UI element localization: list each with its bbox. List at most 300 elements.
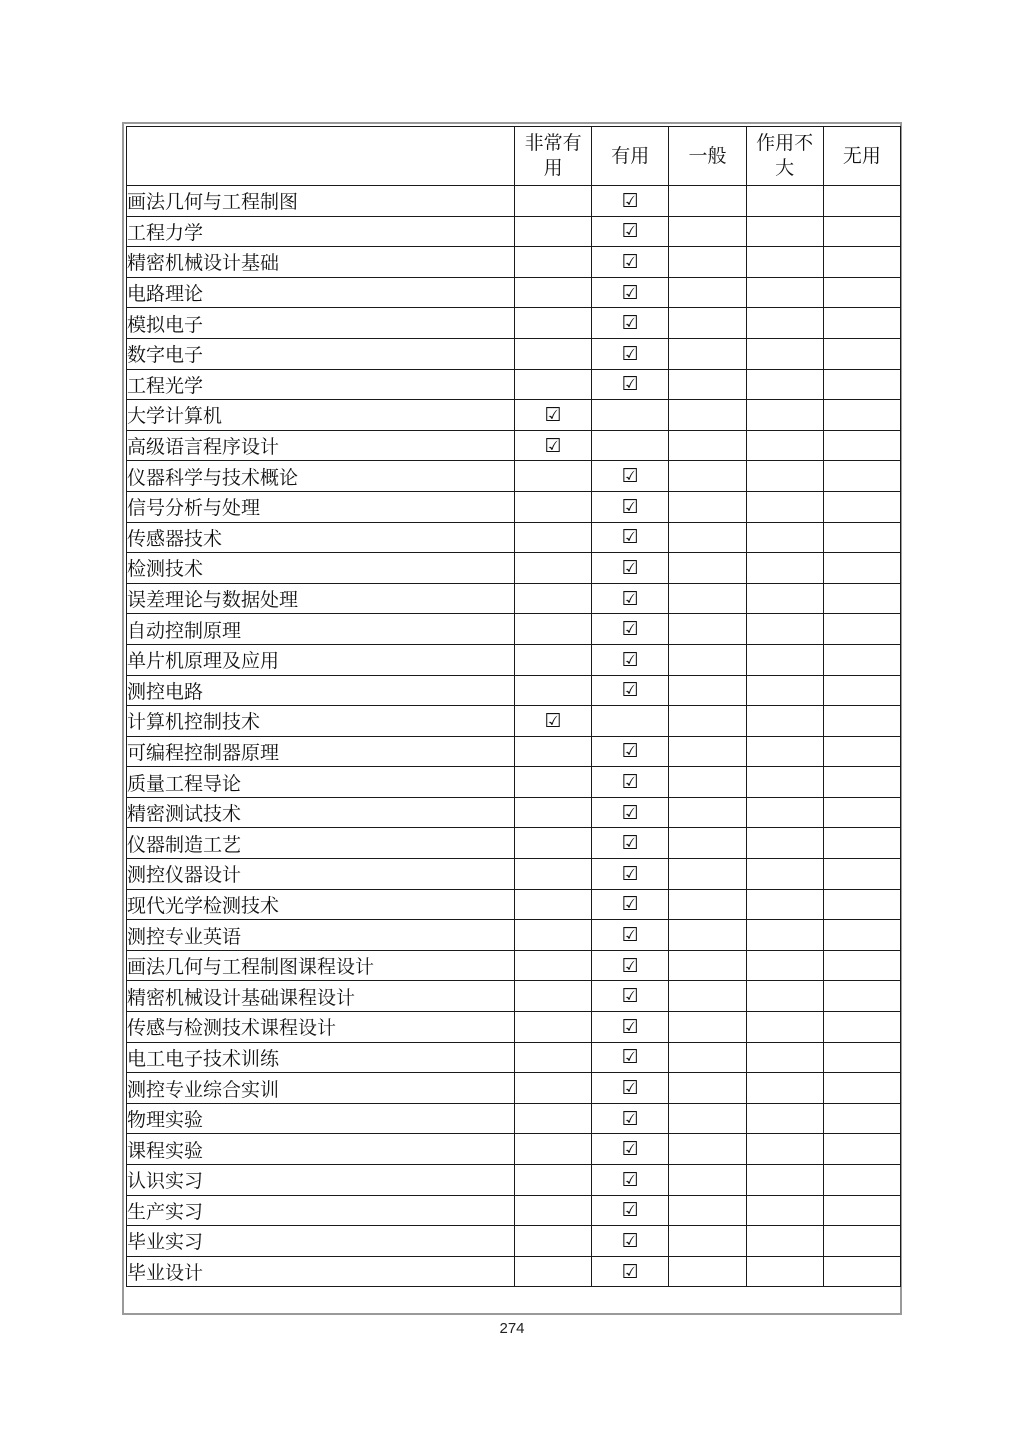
rating-cell — [592, 369, 669, 400]
rating-cell — [746, 1012, 823, 1043]
rating-cell — [669, 981, 746, 1012]
rating-cell — [823, 1165, 900, 1196]
rating-cell — [515, 675, 592, 706]
checked-box-icon: ☑ — [621, 679, 639, 702]
course-name: 误差理论与数据处理 — [127, 583, 515, 614]
course-name: 传感器技术 — [127, 522, 515, 553]
rating-cell — [746, 247, 823, 278]
table-row — [127, 950, 901, 981]
table-header — [127, 127, 901, 186]
rating-cell — [823, 767, 900, 798]
rating-cell — [515, 859, 592, 890]
rating-cell — [823, 981, 900, 1012]
course-name: 精密测试技术 — [127, 797, 515, 828]
checked-box-icon: ☑ — [621, 342, 639, 365]
rating-cell — [592, 1103, 669, 1134]
page-number: 274 — [499, 1320, 525, 1337]
rating-cell — [515, 1073, 592, 1104]
rating-cell — [515, 338, 592, 369]
course-name: 传感与检测技术课程设计 — [127, 1012, 515, 1043]
rating-cell — [592, 277, 669, 308]
rating-cell — [823, 675, 900, 706]
checked-box-icon: ☑ — [621, 1015, 639, 1038]
checked-box-icon: ☑ — [621, 1229, 639, 1252]
rating-cell — [592, 522, 669, 553]
checked-box-icon: ☑ — [621, 1138, 639, 1161]
rating-cell — [823, 369, 900, 400]
rating-cell — [823, 216, 900, 247]
rating-cell — [592, 216, 669, 247]
checked-box-icon: ☑ — [621, 740, 639, 763]
rating-cell — [746, 491, 823, 522]
rating-cell — [669, 1165, 746, 1196]
table-row — [127, 338, 901, 369]
rating-cell — [823, 950, 900, 981]
rating-cell — [823, 491, 900, 522]
rating-cell — [669, 400, 746, 431]
column-header-line: 一般 — [688, 144, 727, 167]
rating-cell — [515, 736, 592, 767]
rating-cell — [823, 430, 900, 461]
rating-cell — [746, 1134, 823, 1165]
table-row — [127, 186, 901, 217]
rating-cell — [592, 950, 669, 981]
column-header-0 — [515, 127, 592, 186]
rating-cell — [515, 583, 592, 614]
column-header-2 — [669, 127, 746, 186]
rating-cell — [592, 767, 669, 798]
rating-cell — [823, 461, 900, 492]
table-row — [127, 1042, 901, 1073]
table-row — [127, 308, 901, 339]
rating-cell — [823, 1134, 900, 1165]
rating-cell — [669, 1134, 746, 1165]
rating-cell — [515, 308, 592, 339]
course-name: 检测技术 — [127, 553, 515, 584]
rating-cell — [823, 706, 900, 737]
rating-cell — [669, 277, 746, 308]
table-row — [127, 522, 901, 553]
rating-cell — [515, 430, 592, 461]
table-row — [127, 889, 901, 920]
rating-cell — [669, 675, 746, 706]
rating-cell — [746, 614, 823, 645]
rating-cell — [746, 828, 823, 859]
course-name: 测控专业英语 — [127, 920, 515, 951]
checked-box-icon: ☑ — [621, 189, 639, 212]
rating-cell — [592, 1042, 669, 1073]
rating-cell — [515, 981, 592, 1012]
column-header-line: 非常有 — [524, 132, 582, 154]
table-row — [127, 277, 901, 308]
checked-box-icon: ☑ — [621, 495, 639, 518]
course-name: 单片机原理及应用 — [127, 644, 515, 675]
rating-cell — [746, 186, 823, 217]
table-row — [127, 644, 901, 675]
rating-cell — [592, 400, 669, 431]
rating-cell — [746, 338, 823, 369]
table-row — [127, 1256, 901, 1287]
rating-cell — [515, 369, 592, 400]
rating-cell — [669, 369, 746, 400]
rating-cell — [823, 1256, 900, 1287]
course-name: 毕业设计 — [127, 1256, 515, 1287]
rating-cell — [746, 1073, 823, 1104]
rating-cell — [592, 461, 669, 492]
course-name: 仪器科学与技术概论 — [127, 461, 515, 492]
rating-cell — [669, 430, 746, 461]
checked-box-icon: ☑ — [621, 220, 639, 243]
rating-cell — [823, 614, 900, 645]
rating-cell — [592, 828, 669, 859]
course-name: 课程实验 — [127, 1134, 515, 1165]
rating-cell — [669, 491, 746, 522]
table-row — [127, 859, 901, 890]
checked-box-icon: ☑ — [621, 862, 639, 885]
rating-cell — [746, 950, 823, 981]
rating-cell — [515, 828, 592, 859]
rating-cell — [669, 797, 746, 828]
course-name: 质量工程导论 — [127, 767, 515, 798]
course-name: 模拟电子 — [127, 308, 515, 339]
course-name: 工程力学 — [127, 216, 515, 247]
rating-cell — [515, 920, 592, 951]
rating-cell — [592, 338, 669, 369]
rating-cell — [515, 767, 592, 798]
checked-box-icon: ☑ — [544, 709, 562, 732]
table-row — [127, 828, 901, 859]
rating-cell — [515, 1012, 592, 1043]
course-name: 精密机械设计基础 — [127, 247, 515, 278]
rating-cell — [823, 247, 900, 278]
rating-cell — [515, 889, 592, 920]
rating-cell — [669, 920, 746, 951]
column-header-line: 作用不 — [756, 132, 814, 154]
course-name: 自动控制原理 — [127, 614, 515, 645]
checked-box-icon: ☑ — [621, 618, 639, 641]
checked-box-icon: ☑ — [621, 1077, 639, 1100]
checked-box-icon: ☑ — [621, 1046, 639, 1069]
course-name: 工程光学 — [127, 369, 515, 400]
rating-cell — [515, 1103, 592, 1134]
course-name: 现代光学检测技术 — [127, 889, 515, 920]
checked-box-icon: ☑ — [621, 526, 639, 549]
course-usefulness-table — [126, 126, 901, 1287]
column-header-4 — [823, 127, 900, 186]
rating-cell — [669, 614, 746, 645]
rating-cell — [823, 186, 900, 217]
rating-cell — [823, 553, 900, 584]
course-name: 认识实习 — [127, 1165, 515, 1196]
rating-cell — [592, 247, 669, 278]
rating-cell — [515, 950, 592, 981]
rating-cell — [669, 1195, 746, 1226]
rating-cell — [515, 1165, 592, 1196]
checked-box-icon: ☑ — [621, 893, 639, 916]
table-row — [127, 1134, 901, 1165]
rating-cell — [669, 889, 746, 920]
rating-cell — [592, 797, 669, 828]
rating-cell — [515, 553, 592, 584]
rating-cell — [592, 981, 669, 1012]
rating-cell — [592, 614, 669, 645]
rating-cell — [669, 1073, 746, 1104]
rating-cell — [669, 247, 746, 278]
rating-cell — [592, 1165, 669, 1196]
rating-cell — [669, 308, 746, 339]
rating-cell — [592, 430, 669, 461]
rating-cell — [669, 706, 746, 737]
rating-cell — [746, 583, 823, 614]
page-frame — [122, 122, 902, 1315]
checked-box-icon: ☑ — [621, 1168, 639, 1191]
course-name: 高级语言程序设计 — [127, 430, 515, 461]
table-row — [127, 247, 901, 278]
checked-box-icon: ☑ — [621, 924, 639, 947]
rating-cell — [823, 400, 900, 431]
rating-cell — [592, 675, 669, 706]
course-name: 电路理论 — [127, 277, 515, 308]
rating-cell — [592, 553, 669, 584]
rating-cell — [746, 1256, 823, 1287]
course-name: 大学计算机 — [127, 400, 515, 431]
table-row — [127, 706, 901, 737]
rating-cell — [823, 828, 900, 859]
rating-cell — [746, 369, 823, 400]
rating-cell — [515, 186, 592, 217]
column-header-line: 用 — [543, 157, 563, 179]
rating-cell — [746, 920, 823, 951]
table-body — [127, 186, 901, 1287]
rating-cell — [592, 1012, 669, 1043]
column-header-3 — [746, 127, 823, 186]
table-row — [127, 430, 901, 461]
rating-cell — [746, 981, 823, 1012]
checked-box-icon: ☑ — [621, 465, 639, 488]
column-header-1 — [592, 127, 669, 186]
rating-cell — [746, 706, 823, 737]
rating-cell — [823, 1195, 900, 1226]
course-name: 测控电路 — [127, 675, 515, 706]
rating-cell — [515, 1226, 592, 1257]
rating-cell — [515, 1134, 592, 1165]
rating-cell — [746, 1165, 823, 1196]
course-column-header — [127, 127, 515, 186]
checked-box-icon: ☑ — [544, 403, 562, 426]
table-row — [127, 1195, 901, 1226]
rating-cell — [592, 308, 669, 339]
header-row — [127, 127, 901, 186]
rating-cell — [515, 247, 592, 278]
rating-cell — [823, 1042, 900, 1073]
rating-cell — [669, 186, 746, 217]
rating-cell — [515, 706, 592, 737]
table-row — [127, 1103, 901, 1134]
column-header-line: 大 — [775, 157, 795, 179]
course-name: 物理实验 — [127, 1103, 515, 1134]
rating-cell — [746, 1195, 823, 1226]
rating-cell — [592, 583, 669, 614]
course-name: 画法几何与工程制图课程设计 — [127, 950, 515, 981]
rating-cell — [515, 216, 592, 247]
rating-cell — [515, 1195, 592, 1226]
table-row — [127, 981, 901, 1012]
rating-cell — [515, 522, 592, 553]
rating-cell — [515, 644, 592, 675]
rating-cell — [669, 338, 746, 369]
rating-cell — [823, 797, 900, 828]
rating-cell — [746, 889, 823, 920]
table-row — [127, 491, 901, 522]
rating-cell — [669, 216, 746, 247]
table-row — [127, 675, 901, 706]
rating-cell — [746, 553, 823, 584]
rating-cell — [823, 736, 900, 767]
rating-cell — [823, 644, 900, 675]
rating-cell — [746, 277, 823, 308]
course-name: 可编程控制器原理 — [127, 736, 515, 767]
course-name: 仪器制造工艺 — [127, 828, 515, 859]
rating-cell — [592, 186, 669, 217]
checked-box-icon: ☑ — [621, 587, 639, 610]
table-row — [127, 216, 901, 247]
rating-cell — [669, 553, 746, 584]
rating-cell — [746, 859, 823, 890]
rating-cell — [592, 1256, 669, 1287]
rating-cell — [669, 767, 746, 798]
rating-cell — [669, 1103, 746, 1134]
rating-cell — [515, 1256, 592, 1287]
table-row — [127, 1165, 901, 1196]
rating-cell — [823, 920, 900, 951]
rating-cell — [746, 522, 823, 553]
rating-cell — [515, 491, 592, 522]
rating-cell — [823, 1226, 900, 1257]
rating-cell — [746, 400, 823, 431]
rating-cell — [669, 736, 746, 767]
rating-cell — [515, 614, 592, 645]
course-name: 测控仪器设计 — [127, 859, 515, 890]
table-row — [127, 614, 901, 645]
checked-box-icon: ☑ — [621, 250, 639, 273]
rating-cell — [746, 308, 823, 339]
rating-cell — [746, 1103, 823, 1134]
rating-cell — [515, 461, 592, 492]
rating-cell — [746, 644, 823, 675]
rating-cell — [823, 277, 900, 308]
rating-cell — [823, 308, 900, 339]
checked-box-icon: ☑ — [621, 985, 639, 1008]
rating-cell — [823, 1073, 900, 1104]
table-row — [127, 797, 901, 828]
checked-box-icon: ☑ — [621, 1107, 639, 1130]
rating-cell — [592, 889, 669, 920]
rating-cell — [823, 583, 900, 614]
rating-cell — [515, 1042, 592, 1073]
rating-cell — [592, 491, 669, 522]
rating-cell — [823, 859, 900, 890]
rating-cell — [746, 675, 823, 706]
table-row — [127, 369, 901, 400]
rating-cell — [823, 522, 900, 553]
rating-cell — [515, 400, 592, 431]
course-name: 毕业实习 — [127, 1226, 515, 1257]
table-row — [127, 1226, 901, 1257]
rating-cell — [515, 797, 592, 828]
rating-cell — [592, 1195, 669, 1226]
rating-cell — [592, 706, 669, 737]
rating-cell — [592, 859, 669, 890]
rating-cell — [823, 1103, 900, 1134]
rating-cell — [592, 736, 669, 767]
rating-cell — [823, 338, 900, 369]
rating-cell — [746, 736, 823, 767]
table-row — [127, 461, 901, 492]
checked-box-icon: ☑ — [621, 832, 639, 855]
course-name: 测控专业综合实训 — [127, 1073, 515, 1104]
rating-cell — [669, 1226, 746, 1257]
rating-cell — [746, 461, 823, 492]
table-row — [127, 920, 901, 951]
column-header-line: 无用 — [842, 144, 881, 167]
rating-cell — [669, 522, 746, 553]
checked-box-icon: ☑ — [621, 954, 639, 977]
checked-box-icon: ☑ — [621, 556, 639, 579]
rating-cell — [823, 1012, 900, 1043]
rating-cell — [746, 430, 823, 461]
table-row — [127, 1012, 901, 1043]
rating-cell — [592, 644, 669, 675]
table-row — [127, 767, 901, 798]
rating-cell — [746, 1226, 823, 1257]
rating-cell — [669, 950, 746, 981]
course-name: 电工电子技术训练 — [127, 1042, 515, 1073]
rating-cell — [515, 277, 592, 308]
checked-box-icon: ☑ — [621, 1199, 639, 1222]
table-row — [127, 553, 901, 584]
rating-cell — [592, 920, 669, 951]
rating-cell — [669, 461, 746, 492]
course-name: 数字电子 — [127, 338, 515, 369]
rating-cell — [746, 767, 823, 798]
checked-box-icon: ☑ — [621, 373, 639, 396]
rating-cell — [746, 1042, 823, 1073]
rating-cell — [592, 1073, 669, 1104]
table-row — [127, 1073, 901, 1104]
rating-cell — [669, 1042, 746, 1073]
checked-box-icon: ☑ — [621, 801, 639, 824]
course-name: 信号分析与处理 — [127, 491, 515, 522]
rating-cell — [592, 1226, 669, 1257]
table-row — [127, 400, 901, 431]
table-row — [127, 583, 901, 614]
checked-box-icon: ☑ — [621, 771, 639, 794]
rating-cell — [746, 216, 823, 247]
course-name: 精密机械设计基础课程设计 — [127, 981, 515, 1012]
checked-box-icon: ☑ — [621, 648, 639, 671]
course-name: 生产实习 — [127, 1195, 515, 1226]
rating-cell — [669, 583, 746, 614]
rating-cell — [669, 644, 746, 675]
checked-box-icon: ☑ — [621, 1260, 639, 1283]
checked-box-icon: ☑ — [621, 312, 639, 335]
rating-cell — [746, 797, 823, 828]
rating-cell — [669, 859, 746, 890]
table-row — [127, 736, 901, 767]
checked-box-icon: ☑ — [544, 434, 562, 457]
checked-box-icon: ☑ — [621, 281, 639, 304]
rating-cell — [669, 1012, 746, 1043]
